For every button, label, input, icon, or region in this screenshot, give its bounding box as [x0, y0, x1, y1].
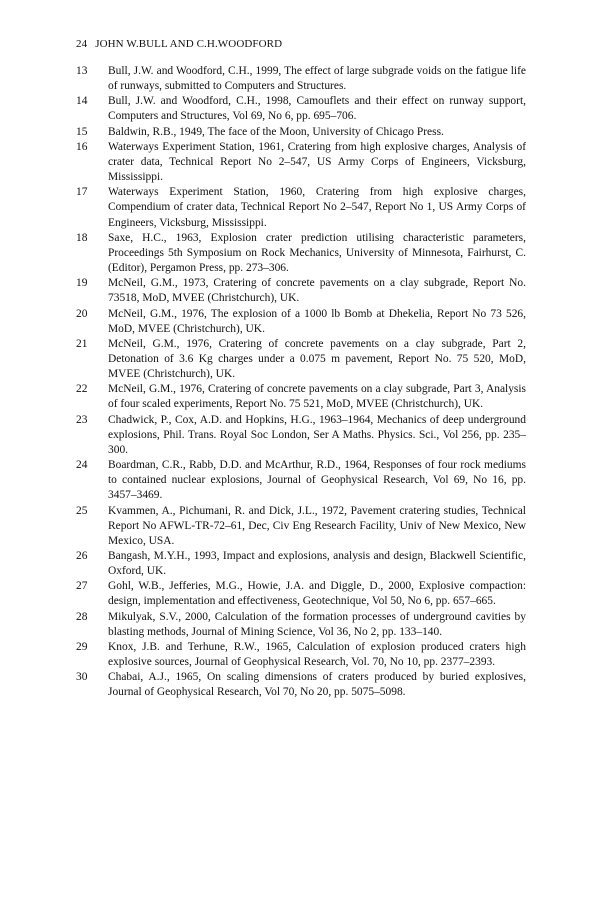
reference-item: [76, 413, 526, 458]
reference-text: Waterways Experiment Station, 1961, Cratering from high explosive charges, Analysis of crater data, Technical Report No 2–547, US Army Corps of Engineers, Vicksburg, Mississippi.: [108, 140, 526, 184]
reference-number: 17: [76, 186, 88, 199]
reference-item: [76, 549, 526, 579]
reference-text: Chabai, A.J., 1965, On scaling dimensions of craters produced by buried explosives, Journal of Geophysical Research, Vol 70, No 20, pp. 5075–5098.: [108, 671, 526, 699]
reference-item: [76, 640, 526, 670]
reference-number: 28: [76, 610, 88, 623]
reference-number: 22: [76, 383, 88, 396]
reference-number: 15: [76, 125, 88, 138]
reference-item: [76, 504, 526, 549]
reference-text: Mikulyak, S.V., 2000, Calculation of the formation processes of underground cavities by blasting methods, Journal of Mining Science, Vol 36, No 2, pp. 133–140.: [108, 610, 526, 638]
reference-text: Knox, J.B. and Terhune, R.W., 1965, Calculation of explosion produced craters high explosive sources, Journal of Geophysical Research, Vol. 70, No 10, pp. 2377–2393.: [108, 640, 526, 669]
reference-text: Gohl, W.B., Jefferies, M.G., Howie, J.A. and Diggle, D., 2000, Explosive compaction: design, implementation and effectiveness, Geotechnique, Vol 50, No 6, pp. 657–665.: [108, 580, 526, 608]
reference-number: 21: [76, 337, 88, 350]
reference-item: [76, 64, 526, 94]
reference-number: 27: [76, 580, 88, 593]
reference-text: McNeil, G.M., 1976, The explosion of a 1000 lb Bomb at Dhekelia, Report No 73 526, MoD, MVEE (Christchurch), UK.: [108, 307, 526, 335]
reference-item: [76, 185, 526, 230]
page-number: 24: [76, 38, 88, 50]
reference-text: Kvammen, A., Pichumani, R. and Dick, J.L., 1972, Pavement cratering studies, Technical Report No AFWL-TR-72–61, Dec, Civ Eng Research Facility, Univ of New Mexico, New Mexico, USA.: [108, 504, 526, 547]
reference-item: [76, 94, 526, 124]
reference-number: 18: [76, 231, 88, 244]
reference-text: Saxe, H.C., 1963, Explosion crater prediction utilising characteristic parameters, Proceedings 5th Symposium on Rock Mechanics, University of Minnesota, Fairhurst, C. (Editor), Pergamon Press, pp. 273–306.: [108, 231, 526, 275]
reference-text: McNeil, G.M., 1976, Cratering of concrete pavements on a clay subgrade, Part 2, Detonation of 3.6 Kg charges under a 0.075 m pavement, Report No. 75 520, MoD, MVEE (Christchurch), UK.: [108, 337, 526, 381]
reference-item: [76, 458, 526, 503]
running-title: JOHN W.BULL AND C.H.WOODFORD: [95, 38, 283, 50]
reference-number: 14: [76, 95, 88, 108]
reference-text: Waterways Experiment Station, 1960, Cratering from high explosive charges, Compendium of crater data, Technical Report No 2–547, Report No 1, US Army Corps of Engineers, Vicksburg, Mississippi.: [108, 186, 526, 229]
reference-text: Bull, J.W. and Woodford, C.H., 1999, The effect of large subgrade voids on the fatigue life of runways, submitted to Computers and Structures.: [108, 65, 526, 93]
reference-item: [76, 231, 526, 276]
reference-item: [76, 140, 526, 185]
reference-item: [76, 337, 526, 382]
reference-number: 20: [76, 307, 88, 320]
reference-text: Boardman, C.R., Rabb, D.D. and McArthur, R.D., 1964, Responses of four rock mediums to contained nuclear explosions, Journal of Geophysical Research, Vol 69, No 16, pp. 3457–3469.: [108, 459, 526, 502]
reference-number: 23: [76, 413, 88, 426]
reference-number: 29: [76, 640, 88, 653]
reference-list: [76, 64, 526, 701]
reference-text: Chadwick, P., Cox, A.D. and Hopkins, H.G., 1963–1964, Mechanics of deep underground explosions, Phil. Trans. Royal Soc London, Ser A Maths. Physics. Sci., Vol 256, pp. 235–300.: [108, 413, 526, 456]
reference-number: 16: [76, 140, 88, 153]
reference-number: 25: [76, 504, 88, 517]
reference-number: 13: [76, 65, 88, 77]
reference-number: 26: [76, 550, 88, 562]
reference-item: [76, 276, 526, 306]
reference-text: Baldwin, R.B., 1949, The face of the Moon, University of Chicago Press.: [108, 125, 444, 138]
reference-item: [76, 610, 526, 640]
reference-item: [76, 125, 526, 140]
reference-text: McNeil, G.M., 1976, Cratering of concrete pavements on a clay subgrade, Part 3, Analysis of four scaled experiments, Report No. 75 521, MoD, MVEE (Christchurch), UK.: [108, 383, 526, 411]
reference-item: [76, 670, 526, 700]
reference-text: Bull, J.W. and Woodford, C.H., 1998, Camouflets and their effect on runway support, Computers and Structures, Vol 69, No 6, pp. 695–706.: [108, 95, 526, 123]
reference-item: [76, 307, 526, 337]
reference-text: McNeil, G.M., 1973, Cratering of concrete pavements on a clay subgrade, Report No. 73518, MoD, MVEE (Christchurch), UK.: [108, 277, 526, 305]
reference-number: 24: [76, 459, 88, 472]
running-header: [76, 38, 282, 50]
reference-number: 19: [76, 277, 88, 290]
reference-item: [76, 382, 526, 412]
reference-text: Bangash, M.Y.H., 1993, Impact and explosions, analysis and design, Blackwell Scientific, Oxford, UK.: [108, 550, 526, 578]
reference-number: 30: [76, 671, 88, 684]
reference-item: [76, 579, 526, 609]
